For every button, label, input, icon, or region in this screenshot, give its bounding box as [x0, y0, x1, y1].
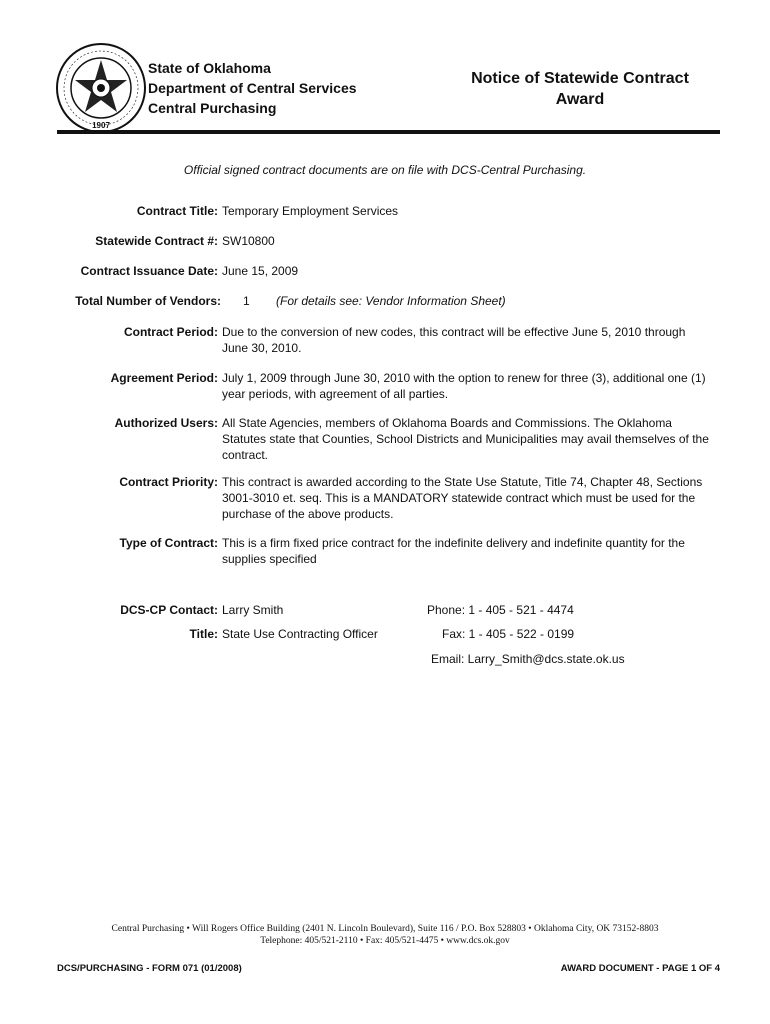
- authorized-users-label: Authorized Users:: [114, 416, 218, 430]
- contact-label: DCS-CP Contact:: [120, 603, 218, 617]
- form-number: DCS/PURCHASING - FORM 071 (01/2008): [57, 963, 242, 974]
- contract-period-label: Contract Period:: [123, 325, 218, 339]
- statewide-contract-value: SW10800: [222, 234, 275, 248]
- oklahoma-state-seal-icon: [55, 42, 147, 134]
- agency-state: State of Oklahoma: [148, 60, 271, 76]
- footer-address: Central Purchasing • Will Rogers Office Building (2401 N. Lincoln Boulevard), Suite 116 / P.O. Box 528803 • Oklahoma City, OK 73152-8803: [111, 924, 659, 934]
- seal-year: 1907: [92, 121, 110, 130]
- contract-title-label: Contract Title:: [136, 204, 218, 218]
- authorized-users-value: All State Agencies, members of Oklahoma Boards and Commissions. The Oklahoma Statutes state that Counties, School Districts and Municipalities may avail themselves of the contract.: [222, 416, 709, 462]
- title-line-2: Award: [555, 91, 605, 108]
- contact-title-label: Title:: [189, 627, 218, 641]
- type-of-contract-label: Type of Contract:: [119, 536, 218, 550]
- contract-period-value: Due to the conversion of new codes, this contract will be effective June 5, 2010 through June 30, 2010.: [222, 325, 686, 355]
- contract-priority-label: Contract Priority:: [119, 475, 218, 489]
- vendors-note: (For details see: Vendor Information Sheet): [276, 294, 506, 308]
- statewide-contract-label: Statewide Contract #:: [95, 234, 218, 248]
- contract-title-value: Temporary Employment Services: [222, 204, 399, 218]
- header-divider: [57, 130, 720, 134]
- agency-division: Central Purchasing: [148, 100, 277, 116]
- contact-email-link[interactable]: Email: Larry_Smith@dcs.state.ok.us: [431, 652, 625, 666]
- title-line-1: Notice of Statewide Contract: [471, 70, 689, 87]
- issuance-date-label: Contract Issuance Date:: [80, 264, 218, 278]
- agency-block: [148, 58, 357, 118]
- type-of-contract-value: This is a firm fixed price contract for the indefinite delivery and indefinite quantity for the supplies specified: [222, 536, 685, 566]
- page-title: [420, 68, 740, 110]
- contact-title-value: State Use Contracting Officer: [222, 627, 378, 641]
- agreement-period-value: July 1, 2009 through June 30, 2010 with the option to renew for three (3), additional one (1) year periods, with agreement of all parties.: [222, 371, 706, 401]
- on-file-notice: Official signed contract documents are on file with DCS-Central Purchasing.: [183, 163, 587, 177]
- footer-address-block: [0, 923, 770, 947]
- agreement-period-label: Agreement Period:: [110, 371, 218, 385]
- contact-fax: Fax: 1 - 405 - 522 - 0199: [442, 627, 575, 641]
- contact-phone: Phone: 1 - 405 - 521 - 4474: [427, 603, 574, 617]
- vendors-count: 1: [243, 294, 250, 308]
- contact-name: Larry Smith: [222, 603, 284, 617]
- page-indicator: AWARD DOCUMENT - PAGE 1 OF 4: [560, 963, 720, 974]
- contract-priority-value: This contract is awarded according to the State Use Statute, Title 74, Chapter 48, Sections 3001-3010 et. seq. This is a MANDATORY statewide contract which must be used for the purchase of the above products.: [222, 475, 703, 521]
- vendors-label: Total Number of Vendors:: [75, 294, 221, 308]
- issuance-date-value: June 15, 2009: [222, 264, 299, 278]
- agency-department: Department of Central Services: [148, 80, 357, 96]
- footer-phones: Telephone: 405/521-2110 • Fax: 405/521-4475 • www.dcs.ok.gov: [260, 936, 510, 946]
